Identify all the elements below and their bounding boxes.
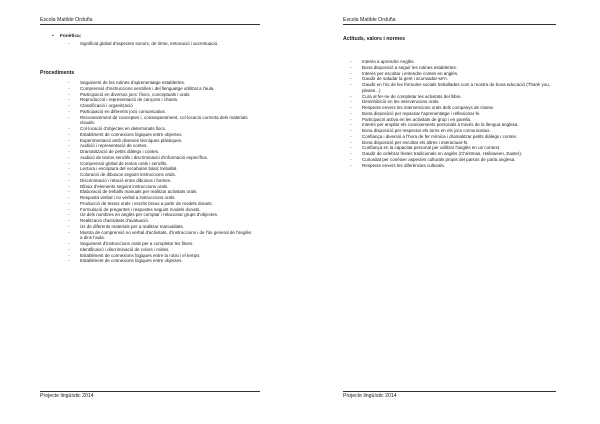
- list-item: - Reproducció i representació de cançons i chants.: [68, 97, 254, 103]
- list-item: - Respecte envers les diferències culturals.: [350, 163, 556, 169]
- list-item: - Participació en diferents jocs comunicatius.: [68, 109, 254, 115]
- list-item: - Ús dels nombres en anglès per comptar i relacionar grups d'objectes.: [68, 212, 254, 218]
- list-item: - Reconeixement de conceptes i, conseqüentment, col·locació correcta dels materials visuals.: [68, 115, 254, 127]
- list-item: - Confiança en la capacitat personal per utilitzar l'anglès en un context.: [350, 145, 556, 151]
- list-item: - Discriminació i relació entre dibuixos i formes.: [68, 178, 254, 184]
- actituds-list: [350, 59, 556, 168]
- list-item: - Curiositat per conèixer aspectes culturals propis del països de parla anglesa.: [350, 157, 556, 163]
- page-header: Escola Matilde Orduña: [40, 17, 260, 25]
- list-item: - Formulació de preguntes i respostes seguint models donats.: [68, 207, 254, 213]
- list-item: - Bona disposició per respectar els torns en els jocs comunicatius.: [350, 128, 556, 134]
- list-item: - Cura al fer-ne de completar les activitats del llibre.: [350, 94, 556, 100]
- list-item: - Significat global d'aspectes sonors, de ritme, entonació i accentuació.: [68, 41, 253, 47]
- procediments-title: Procediments: [40, 70, 75, 76]
- list-item: - Gaudir de saludar la gent i acomiadar-se'n.: [350, 76, 556, 82]
- fonetica-list: [68, 41, 253, 47]
- list-item: - Bona disposició a seguir les rutines establertes.: [350, 65, 556, 71]
- list-item: - Bona disposició per escoltar els altres i interactuar-hi.: [350, 140, 556, 146]
- list-item: - Ús de diferents materials per a realitzar manualitats.: [68, 224, 254, 230]
- list-item: - Establiment de connexions lògiques entre objectes.: [68, 258, 254, 264]
- list-item: - Confiança i diversió a l'hora de fer mímica i dramatitzar petits diàlegs i contes.: [350, 134, 556, 140]
- list-item: - Comprensió global de textos orals i senzills.: [68, 161, 254, 167]
- list-item: - Classificació i organització: [68, 103, 254, 109]
- list-item: - Interès per escoltar i entendre contes en anglès.: [350, 71, 556, 77]
- list-item: - Col·locació d'objectes en determinats llocs.: [68, 126, 254, 132]
- list-item: - Seguiment de les rutines d'aprenentatge establertes.: [68, 80, 254, 86]
- list-item: - Audició i representació de contes.: [68, 143, 254, 149]
- list-item: - Experimentació amb diverses tècniques plàstiques.: [68, 138, 254, 144]
- actituds-title: Actituds, valors i normes: [343, 36, 405, 42]
- list-item: - Dramatització de petits diàlegs i contes.: [68, 149, 254, 155]
- fonetica-heading: [52, 34, 81, 40]
- list-item: - Gaudir en l'ús de les fórmules socials treballades com a mostra de bona educació (Thank you, please...): [350, 82, 556, 94]
- list-item: - Establiment de connexions lògiques entre la rotisi i el temps.: [68, 253, 254, 259]
- list-item: - Identificació i discriminació de colors i mides.: [68, 247, 254, 253]
- list-item: - Gaudir de celebrar festes tradicionals en anglès (Christmas, Halloween, Easter).: [350, 151, 556, 157]
- list-item: - Desinhibició en les intervencions orals.: [350, 99, 556, 105]
- list-item: - Interès a aprendre Anglès.: [350, 59, 556, 65]
- list-item: - Coloració de dibuixos seguint instruccions orals.: [68, 172, 254, 178]
- list-item: - Audició de textos senzills i discriminació d'informació específica.: [68, 155, 254, 161]
- list-item: - Lectura i escriptura del vocabulari bàsic treballat.: [68, 166, 254, 172]
- page-footer: Projecte lingüístic 2014: [343, 391, 556, 399]
- list-item: - Elaboració de treballs manuals per realitzar activitats orals.: [68, 189, 254, 195]
- list-item: - Realització d'activitats d'avaluació.: [68, 218, 254, 224]
- list-item: - Respecte envers les intervencions orals dels companys de classe.: [350, 105, 556, 111]
- list-item: - Comprensió d'instruccions senzilles i del llenguatge utilitzat a l'aula.: [68, 86, 254, 92]
- right-page: [300, 0, 600, 424]
- list-item: - Interès per ampliar els coneixements personals a través de la llengua anglesa.: [350, 122, 556, 128]
- list-item: - Establiment de connexions lògiques entre objectes.: [68, 132, 254, 138]
- list-item: - Producció de textos orals i escrits breus a partir de models donats.: [68, 201, 254, 207]
- list-item: - Seguiment d'instruccions orals per a completar les fitxes.: [68, 241, 254, 247]
- list-item: - Participació en diversos jocs: físics, conceptuals i orals.: [68, 92, 254, 98]
- list-item: - Dibuix d'elements seguint instruccions orals.: [68, 184, 254, 190]
- list-item: - Bona disposició per repassar l'aprenentatge i reflexionar-hi.: [350, 111, 556, 117]
- page-header: Escola Matilde Orduña: [343, 17, 556, 25]
- procediments-list: [68, 80, 254, 264]
- bullet-icon: •: [52, 34, 54, 39]
- fonetica-title: Fonètica:: [60, 34, 82, 39]
- list-item: - Mostra de comprensió no verbal d'activitats, d'instruccions i de l'ús general de l'anglès a dins l'aula.: [68, 230, 254, 242]
- list-item: - Participació activa en les activitats de grup i en parella.: [350, 117, 556, 123]
- list-item: - Resposta verbal i no verbal a instruccions orals.: [68, 195, 254, 201]
- page-footer: Projecte lingüístic 2014: [40, 391, 260, 399]
